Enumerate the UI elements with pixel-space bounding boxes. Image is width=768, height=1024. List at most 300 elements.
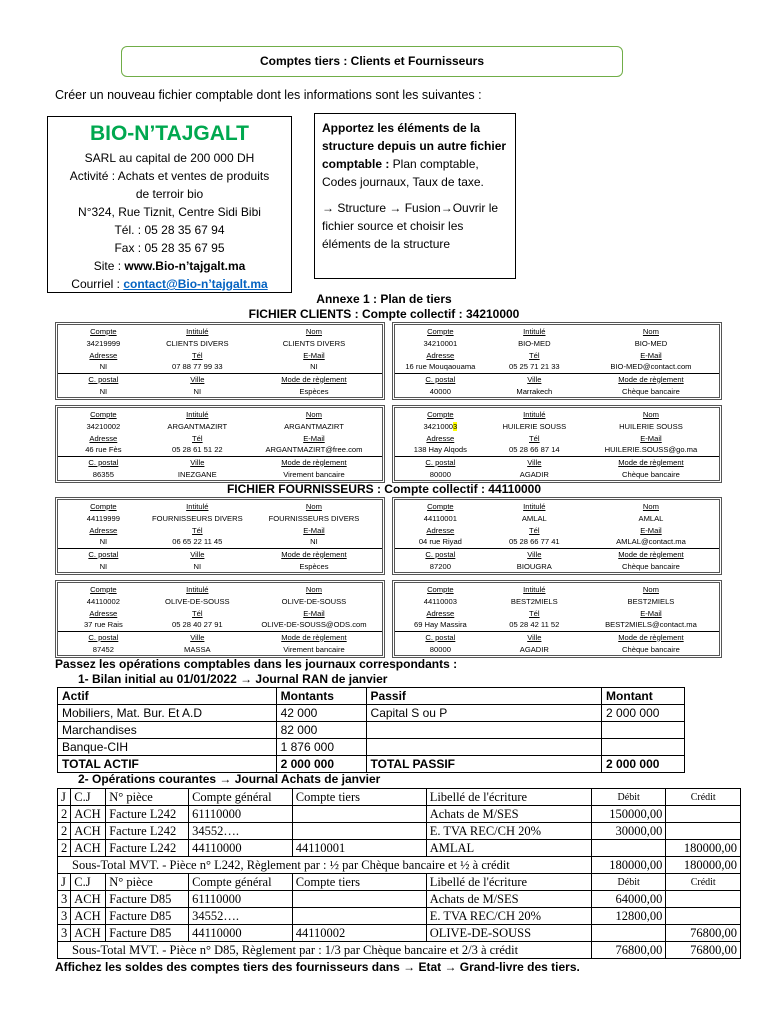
field-value — [246, 420, 382, 432]
field-label: Intitulé — [523, 501, 546, 511]
field-text: OLIVE-DE-SOUSS@ODS.com — [261, 620, 367, 630]
field-label: E-Mail — [640, 433, 662, 443]
field-value — [395, 385, 486, 397]
field-value — [486, 512, 583, 524]
journal-header-row — [58, 874, 741, 891]
field-text: CLIENTS DIVERS — [282, 338, 346, 348]
note-text: Plan comptable, Codes journaux, Taux de taxe. — [322, 157, 484, 189]
field-text: 16 rue Mouqaouama — [405, 362, 476, 372]
journal-cell: 3 — [58, 925, 71, 942]
field-label: E-Mail — [640, 350, 662, 360]
client-card — [392, 322, 722, 400]
field-text: 40000 — [429, 386, 451, 396]
fournisseur-card — [55, 580, 385, 658]
field-text: CLIENTS DIVERS — [166, 338, 229, 348]
field-value — [246, 468, 382, 480]
field-text: FOURNISSEURS DIVERS — [268, 513, 360, 523]
subtotal-debit: 180000,00 — [591, 857, 666, 874]
field-text: 34210002 — [86, 421, 121, 431]
field-value — [486, 444, 583, 456]
journal-cell: 61110000 — [189, 891, 293, 908]
field-label: Ville — [527, 632, 542, 642]
bilan-header: Passif — [366, 688, 602, 705]
field-value — [58, 361, 149, 373]
field-label: Tél — [192, 350, 203, 360]
bilan-cell: 2 000 000 — [602, 705, 685, 722]
journal-cell: 44110000 — [189, 840, 293, 857]
field-label: E-Mail — [303, 433, 325, 443]
field-value — [246, 512, 382, 524]
field-label: Mode de règlement — [618, 549, 684, 559]
field-label: Ville — [527, 549, 542, 559]
bilan-cell: TOTAL ACTIF — [58, 756, 277, 773]
field-label: C. postal — [88, 374, 119, 384]
field-text: INEZGANE — [177, 469, 217, 479]
field-value — [149, 643, 246, 655]
journal-cell: Facture D85 — [106, 908, 189, 925]
field-label: Adresse — [426, 433, 455, 443]
field-label: Adresse — [89, 525, 118, 535]
journal-cell — [292, 891, 426, 908]
field-text: AGADIR — [519, 644, 549, 654]
field-value — [58, 512, 149, 524]
journal-cell: Facture D85 — [106, 891, 189, 908]
journal-header-cell: C.J — [71, 874, 106, 891]
field-value — [58, 536, 149, 548]
field-value — [583, 643, 719, 655]
journal-cell: Facture D85 — [106, 925, 189, 942]
page-title: Comptes tiers : Clients et Fournisseurs — [121, 46, 623, 77]
field-text: Chèque bancaire — [622, 561, 680, 571]
bilan-header: Montants — [276, 688, 366, 705]
field-label: C. postal — [88, 632, 119, 642]
field-text: MASSA — [184, 644, 211, 654]
field-label: Nom — [305, 501, 322, 511]
field-value — [149, 619, 246, 631]
journal-cell: Achats de M/SES — [426, 806, 591, 823]
journal-cell — [292, 823, 426, 840]
field-value — [583, 337, 719, 349]
field-text: HUILERIE SOUSS — [619, 421, 683, 431]
field-label: Ville — [527, 457, 542, 467]
journal-cell: Facture L242 — [106, 823, 189, 840]
field-value — [395, 560, 486, 572]
field-value — [486, 619, 583, 631]
field-text: 44119999 — [86, 513, 120, 523]
journal-row — [58, 925, 741, 942]
field-text: AMLAL@contact.ma — [616, 537, 686, 547]
company-card — [47, 116, 292, 293]
mail-link[interactable]: contact@Bio-n’tajgalt.ma — [123, 277, 268, 291]
field-text: BEST2MIELS@contact.ma — [605, 620, 697, 630]
field-value — [486, 643, 583, 655]
field-label: C. postal — [425, 374, 456, 384]
field-value — [486, 560, 583, 572]
field-label: E-Mail — [303, 525, 325, 535]
field-value — [486, 595, 583, 607]
field-text: 05 28 66 87 14 — [508, 445, 560, 455]
field-text: Chèque bancaire — [622, 469, 680, 479]
field-value — [583, 468, 719, 480]
field-text: 05 28 61 51 22 — [171, 445, 223, 455]
field-value — [149, 468, 246, 480]
journal-header-cell: Compte général — [189, 874, 293, 891]
journal-cell: Achats de M/SES — [426, 891, 591, 908]
field-value — [58, 420, 149, 432]
field-text: Virement bancaire — [283, 644, 345, 654]
field-value — [149, 512, 246, 524]
field-value — [58, 444, 149, 456]
client-card — [55, 405, 385, 483]
field-text: 87452 — [92, 644, 114, 654]
field-value — [583, 536, 719, 548]
footer-instruction: Affichez les soldes des comptes tiers des fournisseurs dans → Etat → Grand-livre des tiers. — [55, 960, 580, 974]
field-label: Intitulé — [523, 409, 546, 419]
client-card — [392, 405, 722, 483]
company-line: Tél. : 05 28 35 67 94 — [114, 223, 225, 237]
bilan-cell: Marchandises — [58, 722, 277, 739]
field-value — [58, 468, 149, 480]
bilan-header: Montant — [602, 688, 685, 705]
clients-title: FICHIER CLIENTS : Compte collectif : 34210000 — [248, 307, 520, 321]
intro-text: Créer un nouveau fichier comptable dont les informations sont les suivantes : — [55, 88, 482, 102]
field-label: Tél — [529, 608, 540, 618]
bilan-header: Actif — [58, 688, 277, 705]
field-label: Intitulé — [186, 501, 209, 511]
field-value — [58, 619, 149, 631]
journal-cell: 3 — [58, 891, 71, 908]
field-label: Intitulé — [186, 584, 209, 594]
field-text: BIO-MED@contact.com — [610, 362, 692, 372]
field-text: NI — [310, 537, 318, 547]
field-text: 05 25 71 21 33 — [508, 362, 560, 372]
field-label: Compte — [427, 409, 454, 419]
field-text: NI — [99, 386, 108, 396]
journal-header-row — [58, 789, 741, 806]
field-label: Mode de règlement — [618, 632, 684, 642]
field-label: Ville — [190, 457, 205, 467]
field-label: E-Mail — [640, 608, 662, 618]
field-value — [395, 361, 486, 373]
field-value — [149, 420, 246, 432]
field-text: 44110002 — [86, 596, 120, 606]
field-value — [58, 337, 149, 349]
field-value — [395, 595, 486, 607]
field-label: Nom — [642, 326, 659, 336]
company-line: N°324, Rue Tiznit, Centre Sidi Bibi — [78, 205, 261, 219]
journal-row — [58, 823, 741, 840]
field-label: Intitulé — [523, 326, 546, 336]
field-label: Compte — [90, 501, 117, 511]
ops-intro: Passez les opérations comptables dans les journaux correspondants : — [55, 657, 458, 671]
journal-cell: 44110000 — [189, 925, 293, 942]
journal-header-cell: Crédit — [666, 874, 741, 891]
field-value — [395, 337, 486, 349]
journal-cell: ACH — [71, 840, 106, 857]
subtotal-debit: 76800,00 — [591, 942, 666, 959]
site-label: Site : — [93, 259, 125, 273]
fournisseur-card — [392, 580, 722, 658]
field-value — [583, 619, 719, 631]
field-value — [583, 420, 719, 432]
field-label: Mode de règlement — [281, 457, 347, 467]
field-value — [486, 420, 583, 432]
field-label: Intitulé — [523, 584, 546, 594]
field-label: Nom — [305, 326, 322, 336]
field-text: 34210001 — [423, 338, 458, 348]
journal-cell: AMLAL — [426, 840, 591, 857]
journal-cell: 44110001 — [292, 840, 426, 857]
field-text: 86355 — [92, 469, 114, 479]
field-label: Nom — [642, 584, 659, 594]
field-value — [486, 337, 583, 349]
field-text: 34219999 — [86, 338, 121, 348]
field-label: C. postal — [425, 457, 456, 467]
field-label: Tél — [192, 525, 203, 535]
journal-cell: 34552…. — [189, 908, 293, 925]
journal-subtotal-row — [58, 942, 741, 959]
field-value — [246, 361, 382, 373]
field-text: NI — [99, 362, 108, 372]
field-value — [246, 385, 382, 397]
journal-header-cell: N° pièce — [106, 789, 189, 806]
field-label: Mode de règlement — [281, 374, 347, 384]
field-text: AMLAL — [521, 513, 547, 523]
field-label: Mode de règlement — [281, 632, 347, 642]
bilan-cell: 1 876 000 — [276, 739, 366, 756]
field-value — [149, 337, 246, 349]
field-label: C. postal — [88, 549, 119, 559]
journal-table — [57, 788, 741, 959]
field-label: Intitulé — [186, 409, 209, 419]
field-label: Compte — [427, 501, 454, 511]
field-label: Nom — [305, 409, 322, 419]
journal-cell: 2 — [58, 823, 71, 840]
journal-cell: ACH — [71, 823, 106, 840]
journal-cell: 34552…. — [189, 823, 293, 840]
field-value — [583, 385, 719, 397]
fournisseur-card — [55, 497, 385, 575]
journal-header-cell: Crédit — [666, 789, 741, 806]
bilan-cell: Mobiliers, Mat. Bur. Et A.D — [58, 705, 277, 722]
bilan-cell — [366, 722, 602, 739]
field-value — [395, 643, 486, 655]
field-text: 87200 — [429, 561, 451, 571]
bilan-cell: 2 000 000 — [276, 756, 366, 773]
field-text: Marrakech — [516, 386, 553, 396]
annexe-title: Annexe 1 : Plan de tiers — [316, 292, 452, 306]
field-label: Tél — [529, 525, 540, 535]
field-text: 06 65 22 11 45 — [172, 537, 223, 547]
courantes-title: 2- Opérations courantes → Journal Achats de janvier — [78, 772, 381, 786]
bilan-cell: 2 000 000 — [602, 756, 685, 773]
bilan-cell: 42 000 — [276, 705, 366, 722]
field-value — [246, 560, 382, 572]
client-card — [55, 322, 385, 400]
field-text: 37 rue Rais — [83, 620, 123, 630]
field-value — [58, 560, 149, 572]
field-text: 3421000 — [423, 421, 454, 431]
field-value — [395, 468, 486, 480]
field-label: Intitulé — [186, 326, 209, 336]
field-value — [149, 560, 246, 572]
company-line: Fax : 05 28 35 67 95 — [114, 241, 225, 255]
field-text: ARGANTMAZIRT — [167, 421, 228, 431]
journal-subtotal-row — [58, 857, 741, 874]
journal-header-cell: J — [58, 789, 71, 806]
field-text: NI — [193, 386, 202, 396]
field-text: 138 Hay Alqods — [413, 445, 467, 455]
field-value — [486, 468, 583, 480]
field-value — [583, 595, 719, 607]
field-value — [486, 361, 583, 373]
journal-header-cell: Débit — [591, 874, 666, 891]
journal-cell: 2 — [58, 840, 71, 857]
bilan-cell — [602, 722, 685, 739]
journal-cell: 61110000 — [189, 806, 293, 823]
journal-row — [58, 908, 741, 925]
journal-row — [58, 840, 741, 857]
field-value — [149, 595, 246, 607]
field-label: Adresse — [426, 608, 455, 618]
field-text: BIO-MED — [518, 338, 551, 348]
field-text: FOURNISSEURS DIVERS — [151, 513, 243, 523]
bilan-cell — [602, 739, 685, 756]
bilan-row — [58, 722, 685, 739]
field-value — [246, 337, 382, 349]
field-text: BEST2MIELS — [510, 596, 558, 606]
journal-cell — [292, 806, 426, 823]
journal-cell: E. TVA REC/CH 20% — [426, 908, 591, 925]
field-text: NI — [99, 561, 108, 571]
company-line: de terroir bio — [135, 187, 204, 201]
field-value — [395, 420, 486, 432]
field-text: 04 rue Riyad — [418, 537, 462, 547]
journal-cell: 76800,00 — [666, 925, 741, 942]
field-label: Nom — [305, 584, 322, 594]
field-text: AMLAL — [638, 513, 664, 523]
field-text: 05 28 40 27 91 — [171, 620, 223, 630]
field-text: Chèque bancaire — [622, 386, 680, 396]
bilan-title: 1- Bilan initial au 01/01/2022 → Journal RAN de janvier — [78, 672, 388, 686]
journal-cell: 12800,00 — [591, 908, 666, 925]
field-label: Tél — [529, 433, 540, 443]
field-label: Ville — [190, 374, 205, 384]
field-value — [583, 560, 719, 572]
field-text: 80000 — [429, 469, 451, 479]
journal-cell: ACH — [71, 891, 106, 908]
highlighted-digit: 3 — [453, 421, 458, 431]
journal-cell: Facture L242 — [106, 840, 189, 857]
company-name: BIO-N’TAJGALT — [89, 122, 250, 145]
journal-cell: Facture L242 — [106, 806, 189, 823]
field-text: 44110003 — [423, 596, 457, 606]
field-label: Nom — [642, 409, 659, 419]
field-label: C. postal — [425, 632, 456, 642]
journal-cell: E. TVA REC/CH 20% — [426, 823, 591, 840]
field-label: Tél — [192, 433, 203, 443]
bilan-cell: Banque-CIH — [58, 739, 277, 756]
field-value — [58, 643, 149, 655]
bilan-cell — [366, 739, 602, 756]
journal-cell — [666, 908, 741, 925]
journal-header-cell: Compte tiers — [292, 789, 426, 806]
fournisseur-card — [392, 497, 722, 575]
field-text: AGADIR — [519, 469, 549, 479]
field-value — [246, 536, 382, 548]
field-value — [395, 619, 486, 631]
field-text: Virement bancaire — [283, 469, 345, 479]
field-text: BEST2MIELS — [627, 596, 675, 606]
journal-row — [58, 806, 741, 823]
field-label: E-Mail — [303, 350, 325, 360]
journal-cell: ACH — [71, 925, 106, 942]
subtotal-credit: 76800,00 — [666, 942, 741, 959]
field-text: 44110001 — [423, 513, 457, 523]
field-text: NI — [310, 362, 318, 372]
journal-header-cell: C.J — [71, 789, 106, 806]
field-label: Compte — [427, 584, 454, 594]
mail-label: Courriel : — [71, 277, 124, 291]
journal-header-cell: Compte général — [189, 789, 293, 806]
journal-cell — [591, 840, 666, 857]
journal-header-cell: N° pièce — [106, 874, 189, 891]
field-label: Mode de règlement — [618, 457, 684, 467]
company-line: SARL au capital de 200 000 DH — [84, 151, 255, 165]
journal-cell — [666, 891, 741, 908]
field-value — [583, 444, 719, 456]
journal-cell: 30000,00 — [591, 823, 666, 840]
field-label: Ville — [190, 632, 205, 642]
journal-cell — [292, 908, 426, 925]
field-label: Tél — [529, 350, 540, 360]
journal-cell — [591, 925, 666, 942]
field-value — [486, 536, 583, 548]
field-text: ARGANTMAZIRT — [284, 421, 344, 431]
bilan-table — [57, 687, 685, 773]
field-text: HUILERIE.SOUSS@go.ma — [604, 445, 698, 455]
journal-cell: 180000,00 — [666, 840, 741, 857]
journal-cell: 3 — [58, 908, 71, 925]
field-value — [246, 595, 382, 607]
journal-cell: 64000,00 — [591, 891, 666, 908]
journal-header-cell: Compte tiers — [292, 874, 426, 891]
field-label: Compte — [90, 584, 117, 594]
field-value — [486, 385, 583, 397]
field-text: NI — [99, 537, 108, 547]
field-text: Espèces — [299, 561, 329, 571]
field-value — [246, 619, 382, 631]
field-value — [583, 361, 719, 373]
bilan-cell: Capital S ou P — [366, 705, 602, 722]
journal-cell: 44110002 — [292, 925, 426, 942]
field-label: Adresse — [426, 350, 455, 360]
field-label: Adresse — [89, 608, 118, 618]
journal-header-cell: Débit — [591, 789, 666, 806]
journal-cell — [666, 806, 741, 823]
field-label: Ville — [527, 374, 542, 384]
field-text: ARGANTMAZIRT@free.com — [265, 445, 363, 455]
site-value: www.Bio-n’tajgalt.ma — [124, 259, 246, 273]
field-value — [246, 643, 382, 655]
bilan-cell: TOTAL PASSIF — [366, 756, 602, 773]
journal-header-cell: J — [58, 874, 71, 891]
field-text: 07 88 77 99 33 — [171, 362, 223, 372]
bilan-row — [58, 739, 685, 756]
field-label: Compte — [90, 326, 117, 336]
field-label: E-Mail — [640, 525, 662, 535]
field-value — [583, 512, 719, 524]
